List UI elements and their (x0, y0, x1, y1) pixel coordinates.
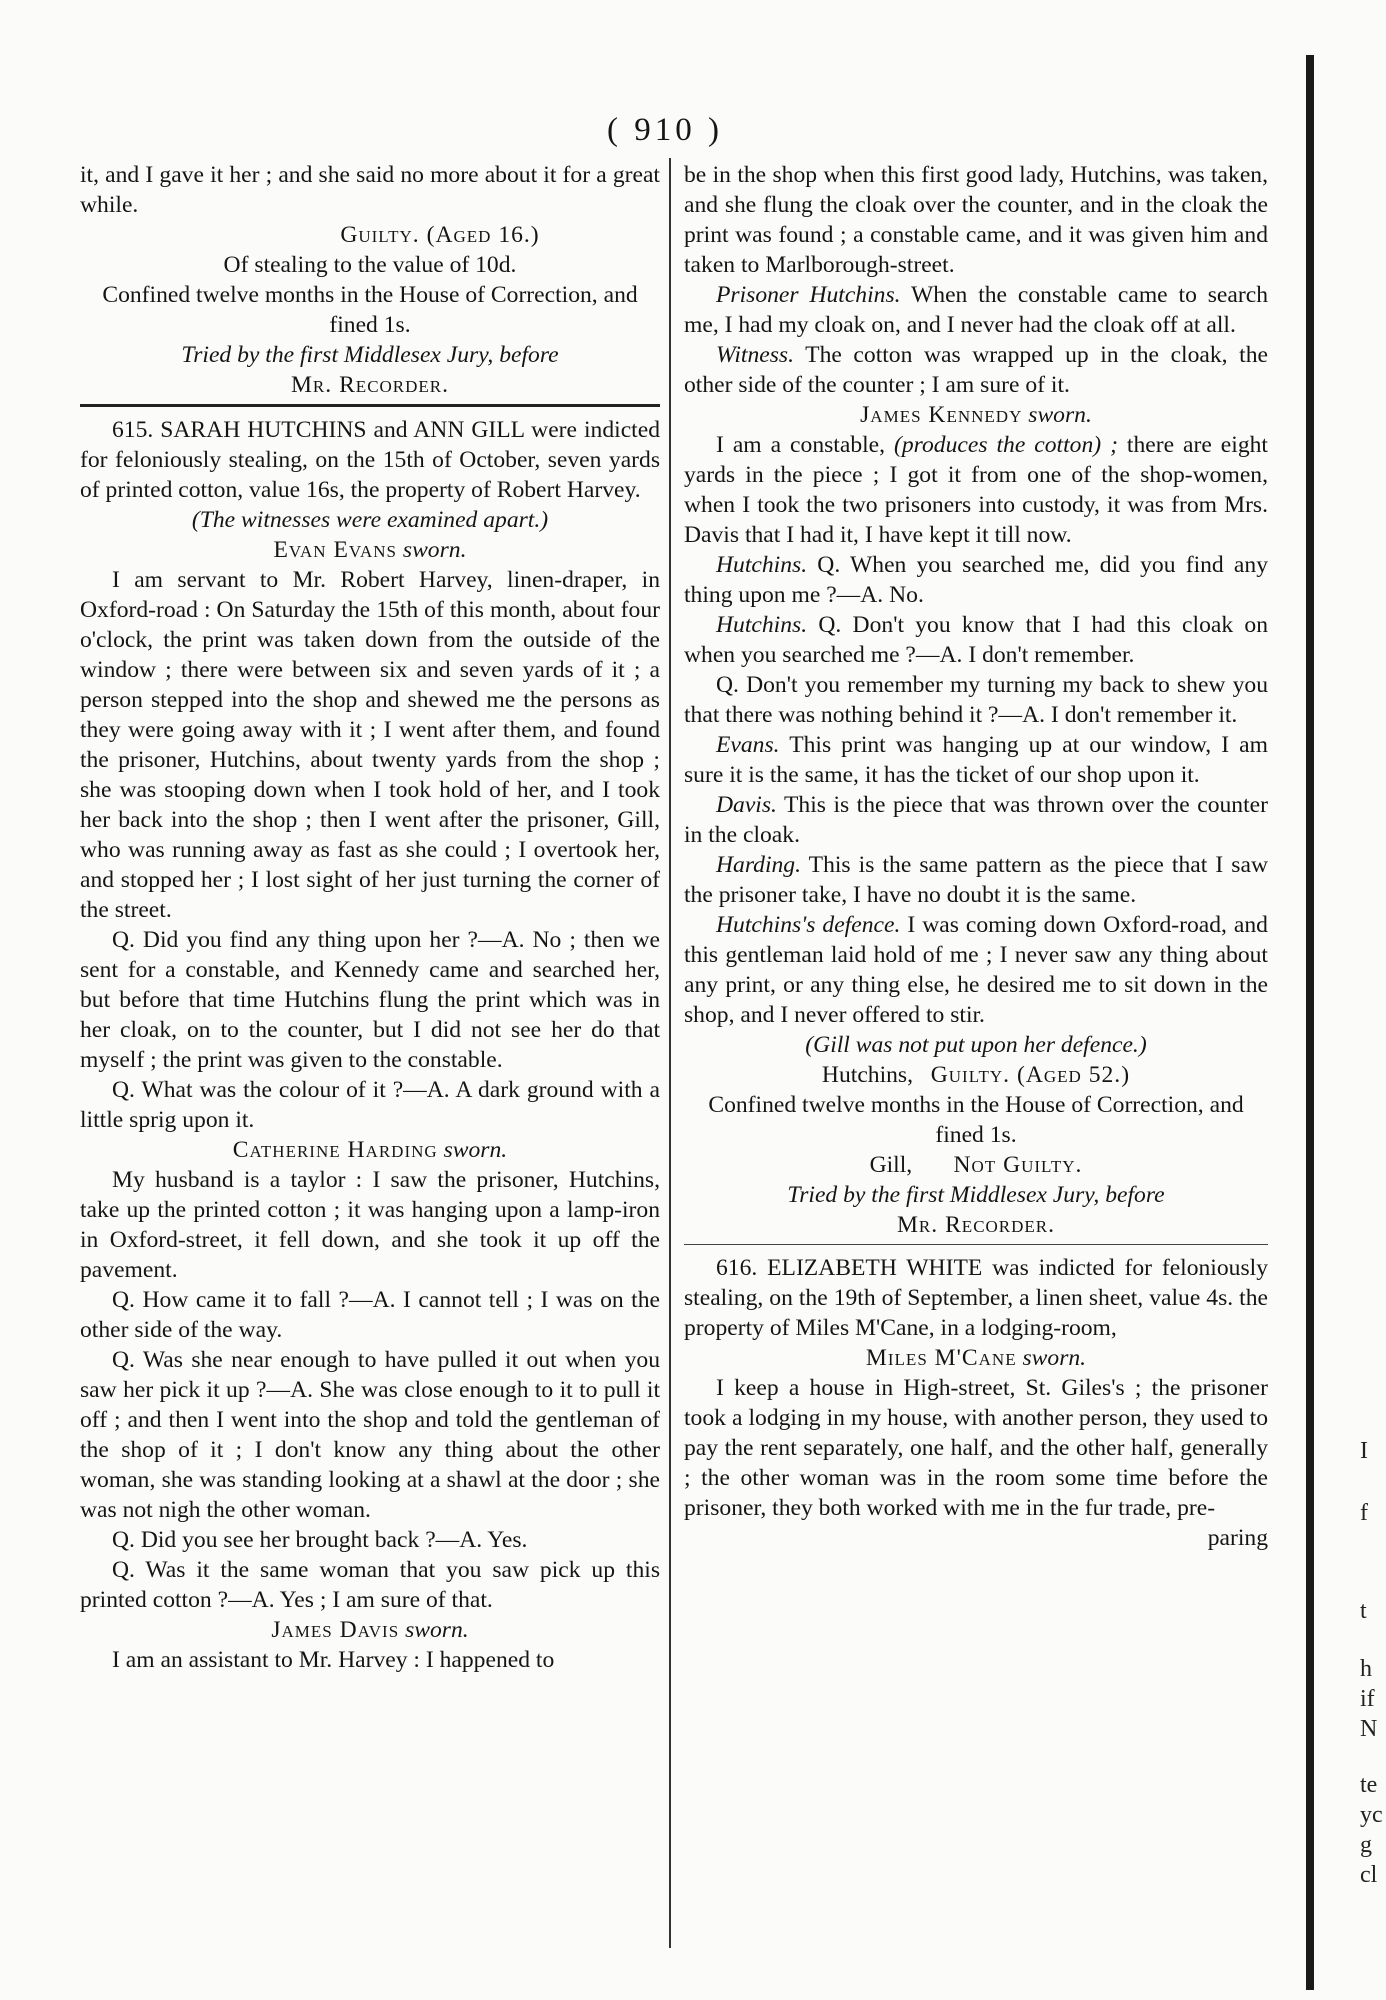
question-answer: Q. What was the colour of it ?—A. A dark ground with a little sprig upon it. (80, 1077, 660, 1133)
speaker-label: Witness. (716, 342, 794, 368)
examined-note: (The witnesses were examined apart.) (191, 507, 549, 533)
testimony: I keep a house in High-street, St. Giles's ; the prisoner took a lodging in my house, with another person, they used to pay the rent separately, one half, and the other half, generally ; the other woman was in the room some time before the prisoner, they both worked with me in the fur trade, pre- (684, 1375, 1268, 1521)
tried-line: Tried by the first Middlesex Jury, before (181, 342, 559, 368)
speaker-text: This print was hanging up at our window, I am sure it is the same, it has the ticket of our shop upon it. (684, 732, 1268, 788)
paragraph: be in the shop when this first good lady, Hutchins, was taken, and she flung the cloak over the counter, and in the cloak the print was found ; a constable came, and it was given him and taken to Marlborough-street. (684, 162, 1268, 278)
page-number: ( 910 ) (607, 112, 723, 148)
speaker-text: Q. Don't you know that I had this cloak on when you searched me ?—A. I don't remember. (684, 612, 1268, 668)
witness-sworn: sworn. (405, 1617, 469, 1643)
defence-note: (Gill was not put upon her defence.) (805, 1032, 1147, 1058)
bleed-char: t (1360, 1598, 1367, 1624)
speaker-label: Prisoner Hutchins. (716, 282, 901, 308)
speaker-label: Evans. (716, 732, 780, 758)
witness-heading (80, 1135, 660, 1165)
verdict-text: Not Guilty. (953, 1152, 1083, 1178)
bleed-char: g (1360, 1832, 1372, 1858)
right-column (684, 160, 1268, 1553)
witness-heading (684, 400, 1268, 430)
tried-judge: Mr. Recorder. (896, 1212, 1056, 1238)
speaker-label: Hutchins. (716, 552, 808, 578)
sentence: Confined twelve months in the House of Correction, and fined 1s. (102, 282, 638, 338)
witness-name: Evan Evans (273, 537, 397, 563)
tried-judge: Mr. Recorder. (290, 372, 450, 398)
bleed-char: yc (1360, 1802, 1383, 1828)
speaker-label: Davis. (716, 792, 777, 818)
speaker-label: Harding. (716, 852, 801, 878)
testimony: My husband is a taylor : I saw the prisoner, Hutchins, take up the printed cotton ; it was hanging upon a lamp-iron in Oxford-street, it fell down, and she took it up off the pavement. (80, 1167, 660, 1283)
speaker-label: Hutchins. (716, 612, 808, 638)
question-answer: Q. How came it to fall ?—A. I cannot tell ; I was on the other side of the way. (80, 1287, 660, 1343)
witness-heading (80, 1615, 660, 1645)
speaker-line (684, 730, 1268, 790)
page-edge-bar (1306, 55, 1314, 1990)
verdict-detail: Of stealing to the value of 10d. (223, 252, 517, 278)
paragraph: it, and I gave it her ; and she said no more about it for a great while. (80, 162, 660, 218)
defendant-name: Hutchins, (821, 1062, 914, 1088)
verdict-text: Guilty. (Aged 52.) (930, 1062, 1131, 1088)
witness-heading (684, 1343, 1268, 1373)
section-rule (80, 404, 660, 407)
testimony: I am an assistant to Mr. Harvey : I happened to (112, 1647, 555, 1673)
sentence: Confined twelve months in the House of Correction, and fined 1s. (708, 1092, 1244, 1148)
testimony: I am servant to Mr. Robert Harvey, linen-draper, in Oxford-road : On Saturday the 15th of this month, about four o'clock, the print was taken down from the outside of the window ; there were between six and seven yards of it ; a person stepped into the shop and shewed me the persons as they were going away with it ; I went after them, and found the prisoner, Hutchins, about twenty yards from the shop ; she was stooping down when I took hold of her, and I took her back into the shop ; then I went after the prisoner, Gill, who was running away as fast as she could ; I overtook her, and stopped her ; I lost sight of her just turning the corner of the street. (80, 567, 660, 923)
testimony-part: I am a constable, (716, 432, 886, 458)
speaker-text: The cotton was wrapped up in the cloak, the other side of the counter ; I am sure of it. (684, 342, 1268, 398)
witness-sworn: sworn. (402, 537, 467, 563)
question-answer: Q. Don't you remember my turning my back to shew you that there was nothing behind it ?—A. I don't remember it. (684, 672, 1268, 728)
bleed-char: cl (1360, 1862, 1378, 1888)
question-answer: Q. Was she near enough to have pulled it out when you saw her pick it up ?—A. She was close enough to it to pull it off ; and then I went into the shop and told the gentleman of the shop of it ; I don't know any thing about the other woman, she was standing looking at a shawl at the door ; she was not nigh the other woman. (80, 1347, 660, 1523)
speaker-label: Hutchins's defence. (716, 912, 901, 938)
case-heading: 616. ELIZABETH WHITE was indicted for feloniously stealing, on the 19th of September, a linen sheet, value 4s. the property of Miles M'Cane, in a lodging-room, (684, 1255, 1268, 1341)
bleed-char: te (1360, 1772, 1378, 1798)
speaker-line (684, 340, 1268, 400)
question-answer: Q. Was it the same woman that you saw pick up this printed cotton ?—A. Yes ; I am sure of that. (80, 1557, 660, 1613)
defendant-name: Gill, (869, 1152, 913, 1178)
question-answer: Q. Did you find any thing upon her ?—A. No ; then we sent for a constable, and Kennedy came and searched her, but before that time Hutchins flung the print which was in her cloak, on to the counter, but I did not see her do that myself ; the print was given to the constable. (80, 927, 660, 1073)
witness-sworn: sworn. (1028, 402, 1092, 428)
speaker-line (684, 550, 1268, 610)
witness-name: Miles M'Cane (865, 1345, 1017, 1371)
bleed-char: I (1360, 1438, 1368, 1464)
speaker-text: When the constable came to search me, I had my cloak on, and I never had the cloak off at all. (684, 282, 1268, 338)
tried-line: Tried by the first Middlesex Jury, before (787, 1182, 1165, 1208)
speaker-text: This is the same pattern as the piece that I saw the prisoner take, I have no doubt it is the same. (684, 852, 1268, 908)
catchword: paring (1207, 1525, 1268, 1551)
verdict (684, 1060, 1268, 1090)
left-column (80, 160, 660, 1675)
question-answer: Q. Did you see her brought back ?—A. Yes. (112, 1527, 528, 1553)
bleed-char: if (1360, 1686, 1375, 1712)
bleed-char: f (1360, 1500, 1368, 1526)
bleed-char: N (1360, 1716, 1378, 1742)
case-heading: 615. SARAH HUTCHINS and ANN GILL were indicted for feloniously stealing, on the 15th of October, seven yards of printed cotton, value 16s, the property of Robert Harvey. (80, 417, 660, 503)
witness-heading (80, 535, 660, 565)
witness-name: Catherine Harding (232, 1137, 438, 1163)
bleed-char: h (1360, 1656, 1372, 1682)
speaker-text: This is the piece that was thrown over the counter in the cloak. (684, 792, 1268, 848)
testimony (684, 430, 1268, 550)
speaker-line (684, 610, 1268, 670)
speaker-text: Q. When you searched me, did you find any thing upon me ?—A. No. (684, 552, 1268, 608)
speaker-line (684, 910, 1268, 1030)
witness-sworn: sworn. (1022, 1345, 1087, 1371)
stage-note: (produces the cotton) ; (894, 432, 1118, 458)
speaker-line (684, 790, 1268, 850)
verdict (684, 1150, 1268, 1180)
witness-sworn: sworn. (443, 1137, 508, 1163)
column-divider (669, 158, 671, 1948)
speaker-text: I was coming down Oxford-road, and this gentleman laid hold of me ; I never saw any thing about any print, or any thing else, he desired me to sit down in the shop, and I never offered to stir. (684, 912, 1268, 1028)
verdict: Guilty. (Aged 16.) (340, 222, 540, 248)
witness-name: James Davis (271, 1617, 400, 1643)
speaker-line (684, 280, 1268, 340)
section-rule (684, 1244, 1268, 1245)
speaker-line (684, 850, 1268, 910)
testimony-part: there are eight yards in the piece ; I got it from one of the shop-women, when I took the two prisoners into custody, it was from Mrs. Davis that I had it, I have kept it till now. (684, 432, 1268, 548)
witness-name: James Kennedy (860, 402, 1023, 428)
